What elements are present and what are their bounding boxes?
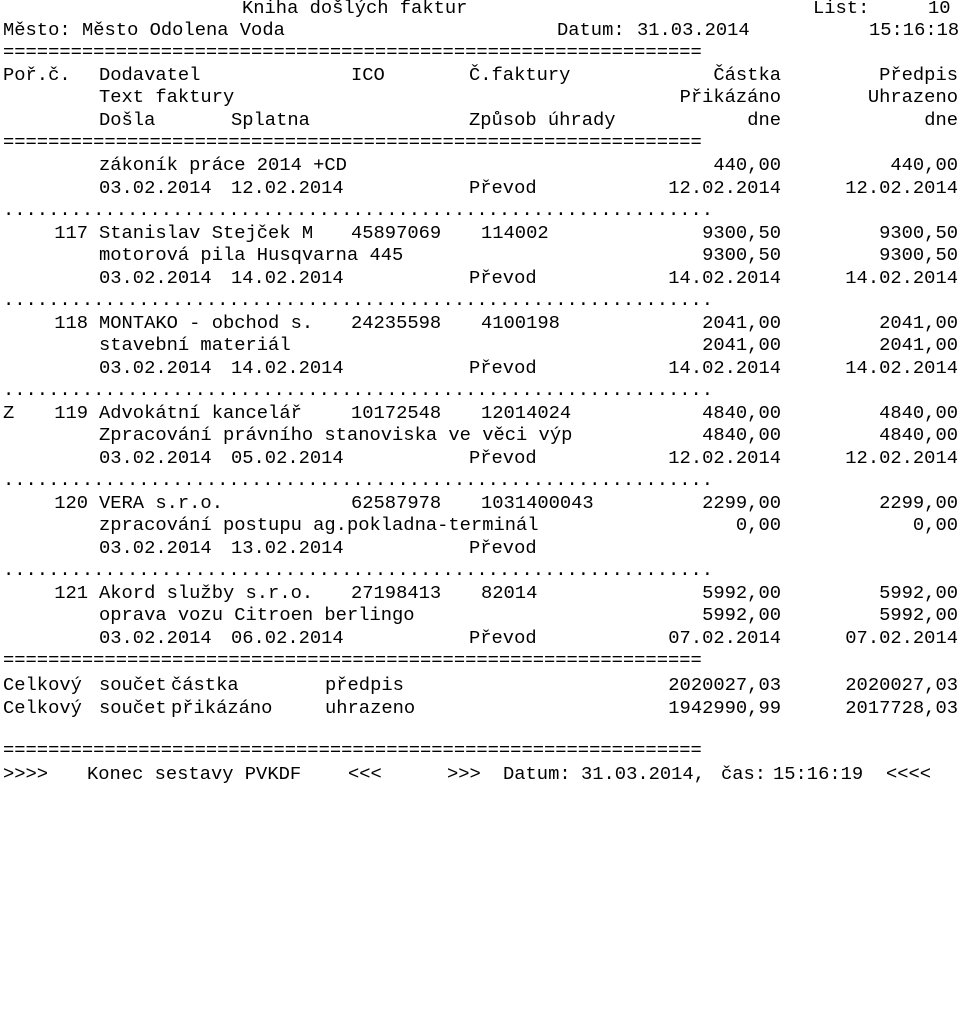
supplier-name: VERA s.r.o. [99,492,223,514]
footer-open-marker: >>>> [3,763,49,785]
invoice-text: zákoník práce 2014 +CD [99,154,347,176]
invoice-number: 4100198 [481,312,560,334]
total-word-1: Celkový [3,697,82,719]
record-text-line [3,334,958,357]
invoice-text: motorová pila Husqvarna 445 [99,244,404,266]
due-date: 12.02.2014 [231,177,344,199]
date-label: Datum: [557,19,625,41]
footer-time: 15:16:19 [773,763,864,785]
total-word-2: součet [99,674,167,696]
col-header-text: Text faktury [99,86,235,108]
due-date: 13.02.2014 [231,537,344,559]
dotted-separator: ............................................................... [3,199,714,221]
total-paid: 2017728,03 [845,697,958,719]
page-label: List: [813,0,870,19]
ordered-date: 14.02.2014 [668,267,781,289]
total-word-4: uhrazeno [325,697,416,719]
city-name: Město Odolena Voda [82,19,285,41]
ordered-amount: 4840,00 [702,424,781,446]
prescribed-amount: 2299,00 [879,492,958,514]
record-main-line [3,312,958,335]
paid-amount: 0,00 [912,514,958,536]
invoice-number: 82014 [481,582,538,604]
footer-date: 31.03.2014, [581,763,705,785]
ordered-date: 14.02.2014 [668,357,781,379]
record-number: 121 [54,582,88,604]
report-date: 31.03.2014 [637,19,750,41]
invoice-number: 12014024 [481,402,572,424]
received-date: 03.02.2014 [99,357,212,379]
paid-date: 12.02.2014 [845,177,958,199]
separator-line: ============================================================== [3,41,702,63]
dotted-separator: ............................................................... [3,469,714,491]
payment-method: Převod [469,357,537,379]
footer-date-label: Datum: [503,763,571,785]
separator-line: ============================================================== [3,739,702,761]
supplier-name: Stanislav Stejček M [99,222,314,244]
report-title-line [3,0,951,20]
record-number: 118 [54,312,88,334]
ordered-amount: 9300,50 [702,244,781,266]
record-text-line [3,514,958,537]
col-header-amount: Částka [713,64,781,86]
total-word-4: předpis [325,674,404,696]
column-header-row-3 [3,109,958,132]
due-date: 14.02.2014 [231,267,344,289]
supplier-ico: 27198413 [351,582,442,604]
payment-method: Převod [469,177,537,199]
footer-marker-1: <<< [348,763,382,785]
paid-date: 14.02.2014 [845,357,958,379]
report-time: 15:16:18 [869,19,960,41]
due-date: 06.02.2014 [231,627,344,649]
total-word-1: Celkový [3,674,82,696]
total-prescribed: 2020027,03 [845,674,958,696]
report-footer [3,763,932,786]
supplier-name: MONTAKO - obchod s. [99,312,314,334]
supplier-ico: 24235598 [351,312,442,334]
record-flag: Z [3,402,15,424]
invoice-number: 114002 [481,222,549,244]
city-label: Město: [3,19,71,41]
invoice-text: oprava vozu Citroen berlingo [99,604,415,626]
col-header-paid: Uhrazeno [867,86,958,108]
record-date-line [3,447,958,470]
prescribed-amount: 2041,00 [879,312,958,334]
supplier-name: Akord služby s.r.o. [99,582,314,604]
invoice-amount: 5992,00 [702,582,781,604]
col-header-prescribed: Předpis [879,64,958,86]
total-word-3: částka [171,674,239,696]
supplier-ico: 45897069 [351,222,442,244]
record-number: 117 [54,222,88,244]
due-date: 14.02.2014 [231,357,344,379]
record-number: 119 [54,402,88,424]
invoice-amount: 2299,00 [702,492,781,514]
record-text-line [3,604,958,627]
paid-date: 07.02.2014 [845,627,958,649]
received-date: 03.02.2014 [99,627,212,649]
record-date-line [3,267,958,290]
total-ordered-line [3,697,958,720]
payment-method: Převod [469,267,537,289]
invoice-amount: 4840,00 [702,402,781,424]
supplier-ico: 62587978 [351,492,442,514]
col-header-due: Splatna [231,109,310,131]
ordered-amount: 440,00 [713,154,781,176]
record-text-line [3,424,958,447]
footer-end-text: Konec sestavy PVKDF [87,763,302,785]
prescribed-amount: 4840,00 [879,402,958,424]
total-word-3: přikázáno [171,697,273,719]
separator-line: ============================================================== [3,649,702,671]
dotted-separator: ............................................................... [3,559,714,581]
paid-amount: 440,00 [890,154,958,176]
dotted-separator: ............................................................... [3,289,714,311]
col-header-paid-date: dne [924,109,958,131]
ordered-amount: 5992,00 [702,604,781,626]
prescribed-amount: 9300,50 [879,222,958,244]
invoice-text: stavební materiál [99,334,291,356]
footer-close-marker: <<<< [886,763,932,785]
paid-amount: 2041,00 [879,334,958,356]
received-date: 03.02.2014 [99,267,212,289]
col-header-supplier: Dodavatel [99,64,201,86]
footer-marker-2: >>> [447,763,481,785]
paid-date: 12.02.2014 [845,447,958,469]
invoice-amount: 2041,00 [702,312,781,334]
total-ordered: 1942990,99 [668,697,781,719]
received-date: 03.02.2014 [99,537,212,559]
total-amount: 2020027,03 [668,674,781,696]
carryover-text-line [3,154,958,177]
paid-amount: 9300,50 [879,244,958,266]
col-header-ordered-date: dne [747,109,781,131]
ordered-amount: 0,00 [735,514,781,536]
record-text-line [3,244,958,267]
record-main-line [3,492,958,515]
col-header-received: Došla [99,109,156,131]
total-word-2: součet [99,697,167,719]
record-date-line [3,537,537,560]
total-amount-line [3,674,958,697]
record-main-line [3,582,958,605]
payment-method: Převod [469,627,537,649]
city-date-line [3,19,960,42]
paid-date: 14.02.2014 [845,267,958,289]
supplier-name: Advokátní kancelář [99,402,302,424]
due-date: 05.02.2014 [231,447,344,469]
invoice-text: Zpracování právního stanoviska ve věci výp [99,424,573,446]
report-title: Kniha došlých faktur [242,0,468,19]
col-header-ordered: Přikázáno [679,86,781,108]
carryover-date-line [3,177,958,200]
column-header-row-1 [3,64,958,87]
col-header-method: Způsob úhrady [469,109,616,131]
prescribed-amount: 5992,00 [879,582,958,604]
footer-time-label: čas: [721,763,767,785]
ordered-amount: 2041,00 [702,334,781,356]
paid-amount: 4840,00 [879,424,958,446]
invoice-text: zpracování postupu ag.pokladna-terminál [99,514,539,536]
record-date-line [3,357,958,380]
ordered-date: 12.02.2014 [668,177,781,199]
payment-method: Převod [469,447,537,469]
dotted-separator: ............................................................... [3,379,714,401]
page-number: 10 [928,0,951,19]
record-main-line [3,402,958,425]
paid-amount: 5992,00 [879,604,958,626]
invoice-amount: 9300,50 [702,222,781,244]
ordered-date: 07.02.2014 [668,627,781,649]
column-header-row-2 [3,86,958,109]
col-header-number: Poř.č. [3,64,71,86]
separator-line: ============================================================== [3,131,702,153]
payment-method: Převod [469,537,537,559]
record-main-line [3,222,958,245]
received-date: 03.02.2014 [99,447,212,469]
record-number: 120 [54,492,88,514]
received-date: 03.02.2014 [99,177,212,199]
invoice-number: 1031400043 [481,492,594,514]
ordered-date: 12.02.2014 [668,447,781,469]
record-date-line [3,627,958,650]
col-header-invoice: Č.faktury [469,64,571,86]
col-header-ico: ICO [351,64,385,86]
supplier-ico: 10172548 [351,402,442,424]
